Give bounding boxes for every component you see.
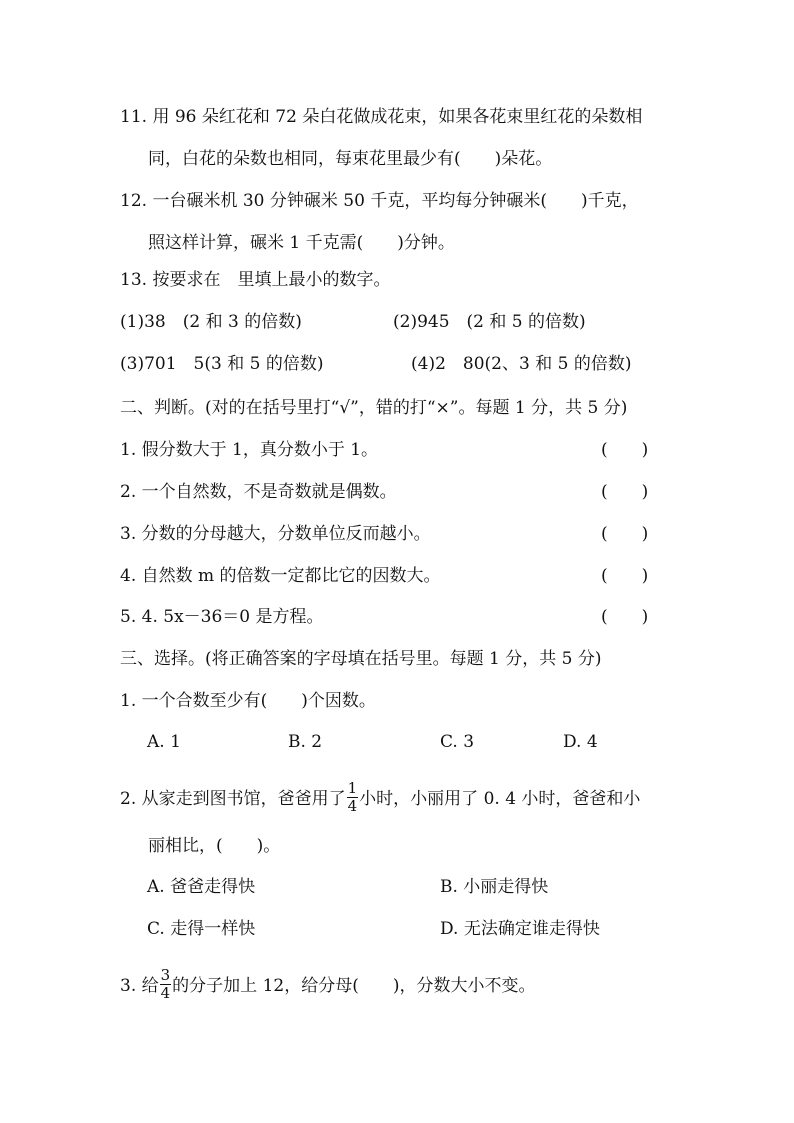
choice-q2-line2: 丽相比，( )。 <box>148 836 281 856</box>
choice-q2-option-a: A. 爸爸走得快 <box>147 877 256 897</box>
judge-answer-1[interactable]: ( ) <box>601 440 649 460</box>
choice-q3-stem <box>120 966 536 1004</box>
judge-answer-2[interactable]: ( ) <box>601 482 649 502</box>
choice-heading: 三、选择。(将正确答案的字母填在括号里。每题 1 分，共 5 分) <box>120 649 602 669</box>
judge-item-1: 1. 假分数大于 1，真分数小于 1。 <box>120 440 379 460</box>
choice-q2-option-d: D. 无法确定谁走得快 <box>440 919 600 939</box>
choice-q1-option-d: D. 4 <box>563 732 598 752</box>
fraction-denominator: 4 <box>347 797 358 815</box>
choice-q2-stem-after: 小时，小丽用了 0. 4 小时，爸爸和小 <box>359 789 641 809</box>
judge-item-3: 3. 分数的分母越大，分数单位反而越小。 <box>120 524 431 544</box>
choice-q3-stem-before: 3. 给 <box>120 976 159 996</box>
q12-line1: 12. 一台碾米机 30 分钟碾米 50 千克，平均每分钟碾米( )千克， <box>120 191 639 211</box>
choice-q2-stem <box>120 779 641 817</box>
q11-line1: 11. 用 96 朵红花和 72 朵白花做成花束，如果各花束里红花的朵数相 <box>120 107 643 127</box>
fraction-three-quarters <box>160 967 172 1002</box>
judge-answer-3[interactable]: ( ) <box>601 524 649 544</box>
fraction-one-quarter <box>347 780 359 815</box>
choice-q1-option-a: A. 1 <box>147 732 181 752</box>
choice-q3-stem-after: 的分子加上 12，给分母( )，分数大小不变。 <box>172 976 536 996</box>
judge-heading: 二、判断。(对的在括号里打“√”，错的打“×”。每题 1 分，共 5 分) <box>120 398 628 418</box>
q13-item-3: (3)701 5(3 和 5 的倍数) <box>120 354 324 374</box>
choice-q1-option-b: B. 2 <box>288 732 323 752</box>
fraction-numerator: 3 <box>160 966 171 984</box>
fraction-denominator: 4 <box>160 984 171 1002</box>
q11-line2: 同，白花的朵数也相同，每束花里最少有( )朵花。 <box>148 149 553 169</box>
judge-answer-5[interactable]: ( ) <box>601 607 649 627</box>
q13-item-4: (4)2 80(2、3 和 5 的倍数) <box>411 354 632 374</box>
choice-q2-option-c: C. 走得一样快 <box>147 919 256 939</box>
choice-q1-option-c: C. 3 <box>440 732 475 752</box>
judge-item-2: 2. 一个自然数，不是奇数就是偶数。 <box>120 482 397 502</box>
q13-item-1: (1)38 (2 和 3 的倍数) <box>120 312 302 332</box>
choice-q2-option-b: B. 小丽走得快 <box>440 877 549 897</box>
judge-answer-4[interactable]: ( ) <box>601 566 649 586</box>
judge-item-4: 4. 自然数 m 的倍数一定都比它的因数大。 <box>120 566 441 586</box>
q12-line2: 照这样计算，碾米 1 千克需( )分钟。 <box>148 233 455 253</box>
q13-stem: 13. 按要求在 里填上最小的数字。 <box>120 270 391 290</box>
q13-item-2: (2)945 (2 和 5 的倍数) <box>393 312 586 332</box>
choice-q2-stem-before: 2. 从家走到图书馆，爸爸用了 <box>120 789 346 809</box>
choice-q1-stem: 1. 一个合数至少有( )个因数。 <box>120 691 376 711</box>
fraction-numerator: 1 <box>347 779 358 797</box>
judge-item-5: 5. 4. 5x－36＝0 是方程。 <box>120 607 324 627</box>
